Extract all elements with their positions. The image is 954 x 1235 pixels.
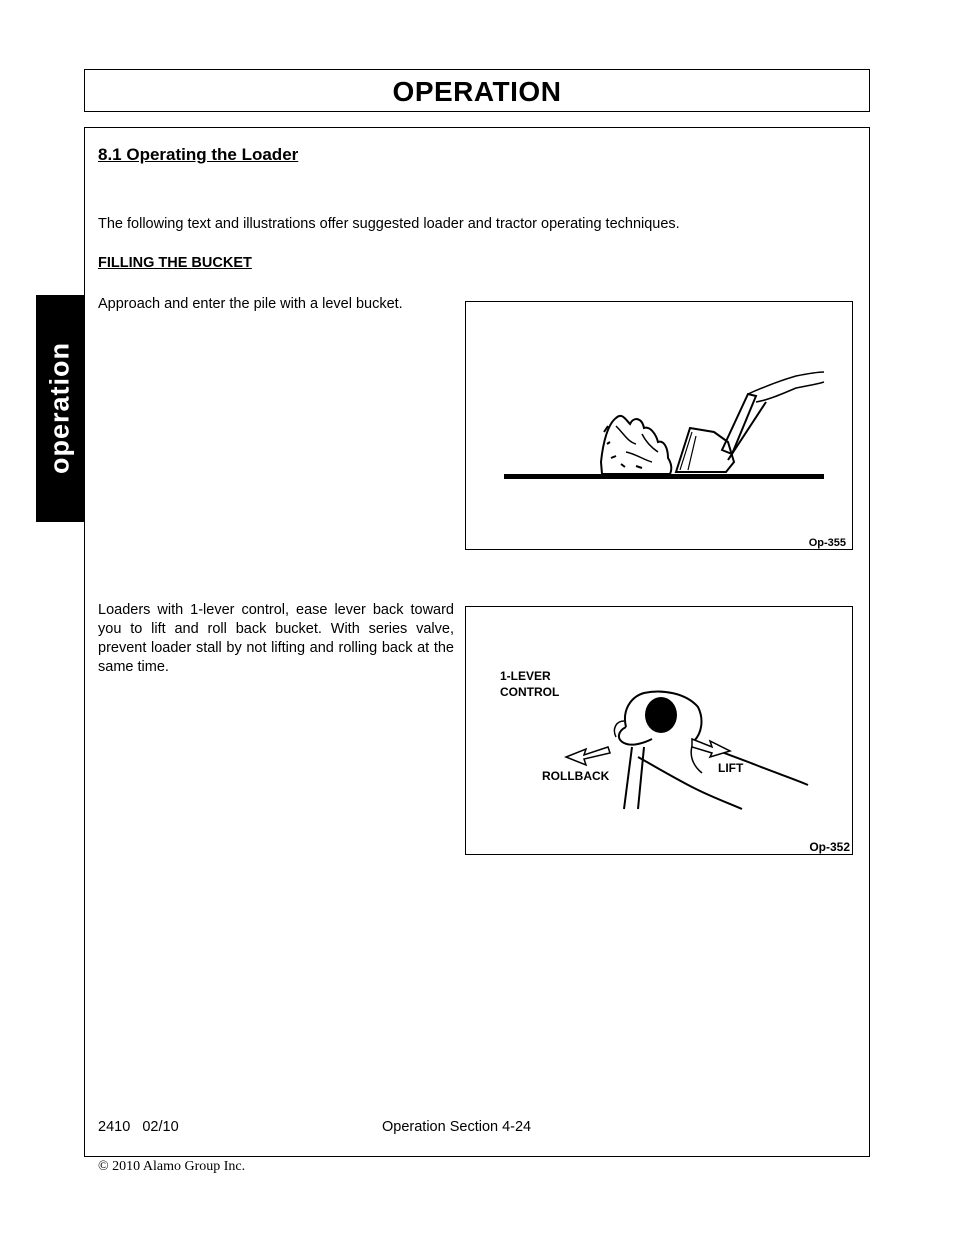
bucket-shape [676, 428, 734, 472]
footer-model-date: 2410 02/10 [98, 1119, 179, 1135]
copyright-notice: © 2010 Alamo Group Inc. [98, 1159, 246, 1174]
intro-paragraph: The following text and illustrations offer suggested loader and tractor operating techniques. [98, 216, 680, 232]
lift-label: LIFT [718, 761, 744, 775]
figure-label-op-352: Op-352 [809, 840, 850, 854]
lever-knob [645, 697, 677, 733]
content-box [84, 127, 870, 1157]
footer-page-label: Operation Section 4-24 [382, 1119, 532, 1135]
subheading-filling-bucket: FILLING THE BUCKET [98, 255, 252, 271]
section-title: 8.1 Operating the Loader [98, 145, 299, 164]
loader-bucket-illustration [466, 302, 852, 549]
figure-op-352 [465, 606, 853, 855]
lift-arrow [692, 739, 730, 757]
rollback-arrow [566, 747, 610, 765]
rollback-label: ROLLBACK [542, 769, 610, 783]
figure-op-355 [465, 301, 853, 550]
control-label-line2: CONTROL [500, 685, 560, 699]
side-tab-label: operation [44, 341, 75, 475]
lever-shaft [624, 747, 644, 809]
header-box [84, 69, 870, 112]
figure-label-op-355: Op-355 [808, 537, 846, 549]
page-header-title: OPERATION [392, 76, 562, 107]
lever-control-illustration [466, 607, 852, 854]
paragraph-lever-control: Loaders with 1-lever control, ease lever back toward you to lift and roll back bucket. With series valve, prevent loader stall by not lifting and rolling back at the same time. [98, 602, 454, 675]
control-label-line1: 1-LEVER [500, 669, 551, 683]
material-pile [601, 416, 671, 474]
paragraph-approach: Approach and enter the pile with a level bucket. [98, 296, 403, 312]
side-tab [36, 295, 84, 522]
